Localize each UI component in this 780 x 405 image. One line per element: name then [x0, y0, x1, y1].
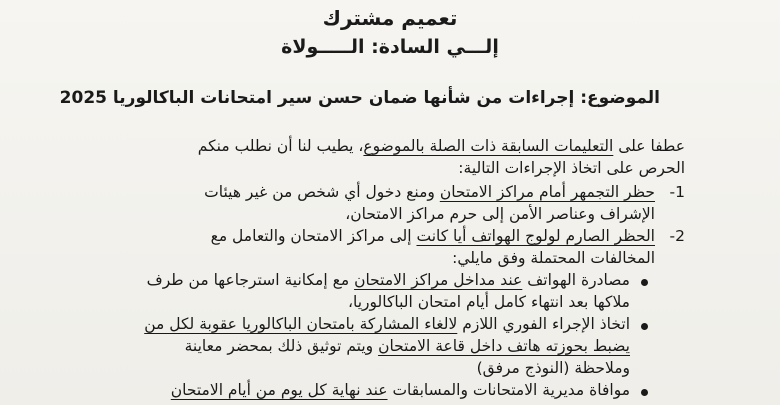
intro-line-1: عطفا على التعليمات السابقة ذات الصلة بالموضوع، يطيب لنا أن نطلب منكم	[197, 137, 685, 155]
bullet-item-continuation: ملاكها بعد انتهاء كامل أيام امتحان الباكالوريا،	[347, 293, 630, 311]
bullet-item: موافاة مديرية الامتحانات والمسابقات عند نهاية كل يوم من أيام الامتحان	[170, 381, 630, 399]
intro-line-2: الحرص على اتخاذ الإجراءات التالية:	[458, 159, 685, 177]
addressee-line: إلـــي السادة: الـــــولاة	[281, 36, 499, 58]
bullet-icon	[641, 279, 648, 286]
document-title: تعميم مشترك	[322, 6, 458, 30]
subject-line: الموضوع: إجراءات من شأنها ضمان حسن سير امتحانات الباكالوريا 2025	[59, 88, 660, 108]
bullet-item: اتخاذ الإجراء الفوري اللازم لالغاء المشاركة بامتحان الباكالوريا عقوبة لكل من	[144, 315, 630, 333]
list-item: 1-حظر التجمهر أمام مراكز الامتحان ومنع دخول أي شخص من غير هيئات	[204, 183, 685, 201]
item-number: 2-	[669, 227, 685, 245]
bullet-item: مصادرة الهواتف عند مداخل مراكز الامتحان مع إمكانية استرجاعها من طرف	[146, 271, 630, 289]
intro-underlined-phrase: التعليمات السابقة ذات الصلة بالموضوع	[363, 137, 614, 155]
bullet-icon	[641, 323, 648, 330]
bullet-item-continuation: يضبط بحوزته هاتف داخل قاعة الامتحان ويتم توثيق ذلك بمحضر معاينة	[184, 337, 630, 355]
list-item: 2-الحظر الصارم لولوج الهواتف أيا كانت إلى مراكز الامتحان والتعامل مع	[210, 227, 685, 245]
list-item-continuation: المخالفات المحتملة وفق مايلي:	[452, 249, 655, 267]
list-item-continuation: الإشراف وعناصر الأمن إلى حرم مراكز الامتحان،	[345, 205, 655, 223]
bullet-item-continuation: وملاحظة (النوذج مرفق)	[476, 359, 630, 377]
item-number: 1-	[669, 183, 685, 201]
bullet-icon	[641, 389, 648, 396]
